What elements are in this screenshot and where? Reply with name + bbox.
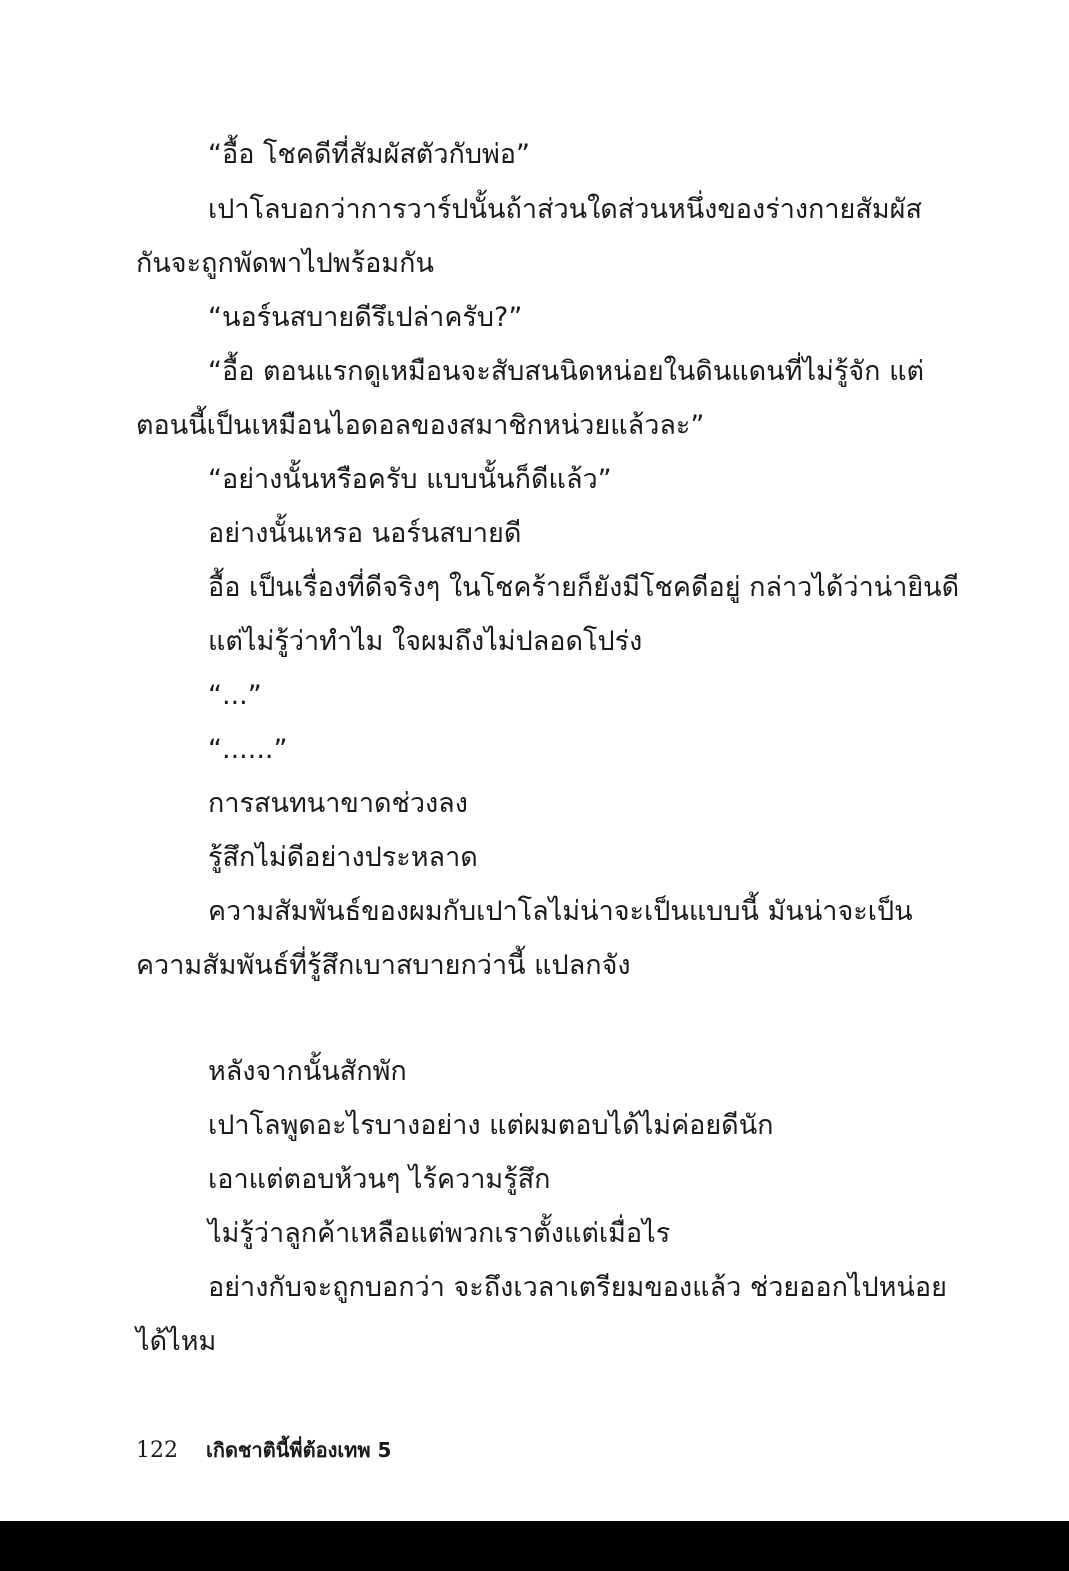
text-line: “นอร์นสบายดีรึเปล่าครับ?”: [208, 302, 523, 333]
text-line: “......”: [208, 734, 288, 765]
text-line: เอาแต่ตอบห้วนๆ ไร้ความรู้สึก: [208, 1164, 551, 1195]
text-line: อื้อ เป็นเรื่องที่ดีจริงๆ ในโชคร้ายก็ยังมีโชคดีอยู่ กล่าวได้ว่าน่ายินดี: [208, 572, 960, 603]
text-line: กันจะถูกพัดพาไปพร้อมกัน: [136, 248, 434, 279]
text-line: อย่างกับจะถูกบอกว่า จะถึงเวลาเตรียมของแล้ว ช่วยออกไปหน่อย: [208, 1272, 947, 1303]
text-line: รู้สึกไม่ดีอย่างประหลาด: [208, 842, 478, 873]
text-line: เปาโลพูดอะไรบางอย่าง แต่ผมตอบได้ไม่ค่อยดีนัก: [208, 1110, 774, 1141]
text-line: ได้ไหม: [136, 1326, 217, 1357]
text-line: การสนทนาขาดช่วงลง: [208, 788, 468, 819]
text-line: อย่างนั้นเหรอ นอร์นสบายดี: [208, 518, 522, 549]
bottom-black-bar: [0, 1521, 1069, 1571]
text-line: “...”: [208, 680, 262, 711]
text-line: ไม่รู้ว่าลูกค้าเหลือแต่พวกเราตั้งแต่เมื่อไร: [208, 1218, 671, 1249]
page-footer: [136, 1434, 391, 1467]
text-line: “อื้อ ตอนแรกดูเหมือนจะสับสนนิดหน่อยในดินแดนที่ไม่รู้จัก แต่: [208, 356, 925, 387]
page-number: 122: [136, 1438, 178, 1463]
text-line: เปาโลบอกว่าการวาร์ปนั้นถ้าส่วนใดส่วนหนึ่งของร่างกายสัมผัส: [208, 194, 922, 225]
text-line: ความสัมพันธ์ที่รู้สึกเบาสบายกว่านี้ แปลกจัง: [136, 950, 631, 981]
book-title: เกิดชาตินี้พี่ต้องเทพ 5: [206, 1438, 392, 1462]
text-line: แต่ไม่รู้ว่าทำไม ใจผมถึงไม่ปลอดโปร่ง: [208, 626, 643, 657]
text-line: “อย่างนั้นหรือครับ แบบนั้นก็ดีแล้ว”: [208, 464, 612, 495]
text-line: หลังจากนั้นสักพัก: [208, 1056, 407, 1087]
text-line: “อื้อ โชคดีที่สัมผัสตัวกับพ่อ”: [208, 139, 530, 170]
text-line: ความสัมพันธ์ของผมกับเปาโลไม่น่าจะเป็นแบบนี้ มันน่าจะเป็น: [208, 896, 913, 927]
text-line: ตอนนี้เป็นเหมือนไอดอลของสมาชิกหน่วยแล้วละ”: [136, 410, 705, 441]
